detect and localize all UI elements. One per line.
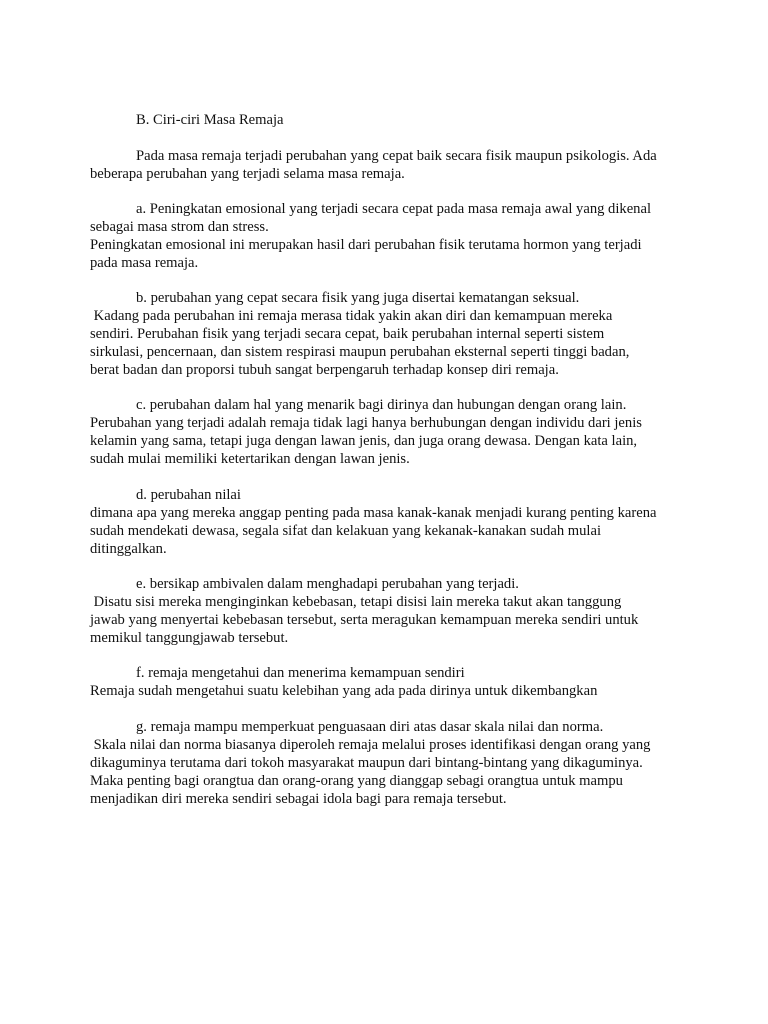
section-heading: B. Ciri-ciri Masa Remaja (136, 112, 284, 128)
section-b-title: b. perubahan yang cepat secara fisik yang juga disertai kematangan seksual. (136, 290, 580, 306)
section-d-title: d. perubahan nilai (136, 487, 241, 503)
intro-line-2: beberapa perubahan yang terjadi selama masa remaja. (90, 166, 405, 182)
section-c-title: c. perubahan dalam hal yang menarik bagi dirinya dan hubungan dengan orang lain. (136, 397, 627, 413)
section-g-line: Skala nilai dan norma biasanya diperoleh remaja melalui proses identifikasi dengan orang yang (90, 737, 651, 753)
section-g-title: g. remaja mampu memperkuat penguasaan diri atas dasar skala nilai dan norma. (136, 719, 604, 735)
section-b-line: Kadang pada perubahan ini remaja merasa tidak yakin akan diri dan kemampuan mereka (90, 308, 613, 324)
section-b-line: sendiri. Perubahan fisik yang terjadi secara cepat, baik perubahan internal seperti sistem (90, 326, 605, 342)
intro-line-1: Pada masa remaja terjadi perubahan yang cepat baik secara fisik maupun psikologis. Ada (136, 148, 657, 164)
section-c-line: Perubahan yang terjadi adalah remaja tidak lagi hanya berhubungan dengan individu dari jenis (90, 415, 642, 431)
section-d-line: sudah mendekati dewasa, segala sifat dan kelakuan yang kekanak-kanakan sudah mulai (90, 523, 601, 539)
section-a-line: pada masa remaja. (90, 255, 199, 271)
section-c-line: kelamin yang sama, tetapi juga dengan lawan jenis, dan juga orang dewasa. Dengan kata lain, (90, 433, 638, 449)
section-b-line: sirkulasi, pencernaan, dan sistem respirasi maupun perubahan eksternal seperti tinggi badan, (90, 344, 630, 360)
section-a-line: sebagai masa strom dan stress. (90, 219, 269, 235)
section-a-title: a. Peningkatan emosional yang terjadi secara cepat pada masa remaja awal yang dikenal (136, 201, 652, 217)
section-c-line: sudah mulai memiliki ketertarikan dengan lawan jenis. (90, 451, 410, 467)
section-g-line: menjadikan diri mereka sendiri sebagai idola bagi para remaja tersebut. (90, 791, 507, 807)
section-d-line: dimana apa yang mereka anggap penting pada masa kanak-kanak menjadi kurang penting karena (90, 505, 657, 521)
section-g-line: Maka penting bagi orangtua dan orang-orang yang dianggap sebagi orangtua untuk mampu (90, 773, 623, 789)
section-b-line: berat badan dan proporsi tubuh sangat berpengaruh terhadap konsep diri remaja. (90, 362, 559, 378)
section-a-line: Peningkatan emosional ini merupakan hasil dari perubahan fisik terutama hormon yang terjadi (90, 237, 642, 253)
section-f-title: f. remaja mengetahui dan menerima kemampuan sendiri (136, 665, 465, 681)
section-g-line: dikaguminya terutama dari tokoh masyarakat maupun dari bintang-bintang yang dikaguminya. (90, 755, 643, 771)
section-e-line: memikul tanggungjawab tersebut. (90, 630, 289, 646)
section-e-line: Disatu sisi mereka menginginkan kebebasan, tetapi disisi lain mereka takut akan tanggung (90, 594, 622, 610)
section-d-line: ditinggalkan. (90, 541, 167, 557)
section-e-line: jawab yang menyertai kebebasan tersebut, serta meragukan kemampuan mereka sendiri untuk (90, 612, 639, 628)
section-e-title: e. bersikap ambivalen dalam menghadapi perubahan yang terjadi. (136, 576, 519, 592)
section-f-line: Remaja sudah mengetahui suatu kelebihan yang ada pada dirinya untuk dikembangkan (90, 683, 598, 699)
